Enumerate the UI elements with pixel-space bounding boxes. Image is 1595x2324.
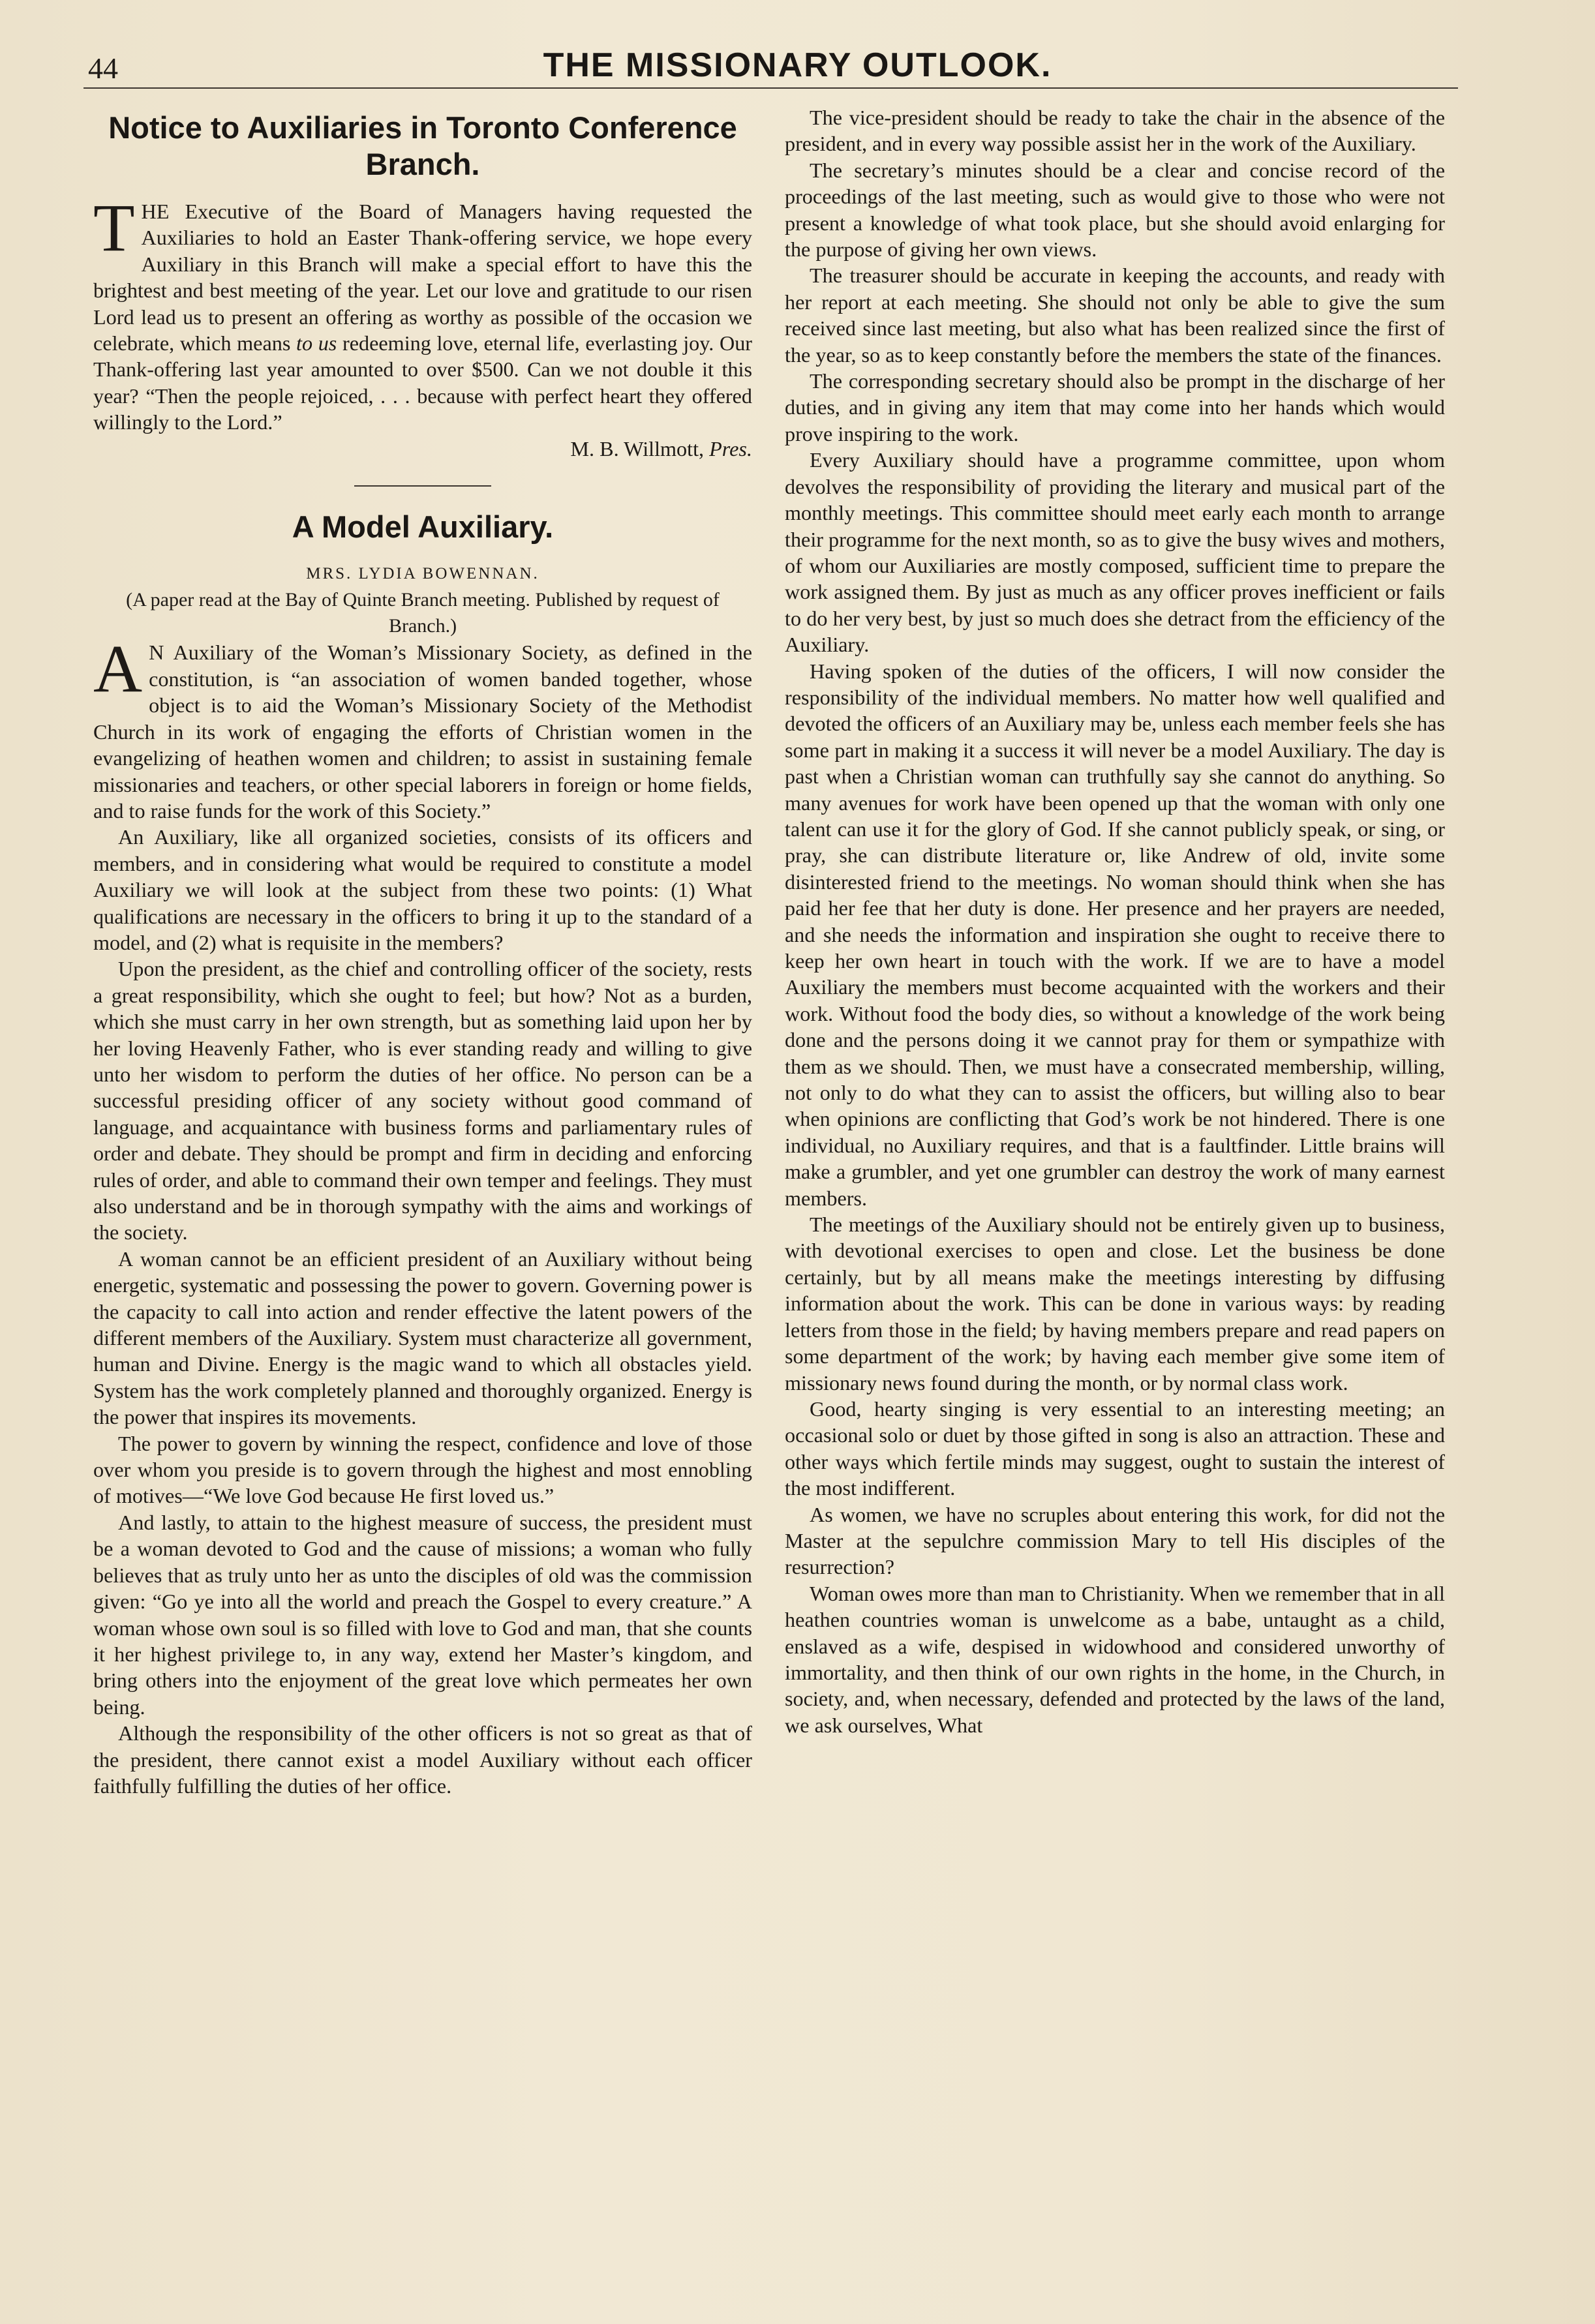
article-paragraph: Good, hearty singing is very essential to an interesting meeting; an occasional solo or duet by those gifted in song is also an attraction. These and other ways which fertile minds may suggest, ought to sustain the interest of the most indifferent. [785,1396,1445,1500]
article-paragraph: Upon the president, as the chief and controlling officer of the society, rests a great responsibility, which she ought to feel; but how? Not as a burden, which she must carry in her own strength, but as something laid upon her by her loving Heavenly Father, who is ever standing ready and willing to give unto her wisdom to perform the duties of her office. No person can be a successful presiding officer of any society without good command of language, and acquaintance with business forms and parliamentary rules of order and debate. They should be prompt and firm in deciding and enforcing rules of order, and able to command their own temper and feelings. They must also understand and be in thorough sympathy with the aims and workings of the society. [93,957,752,1245]
article-paragraph: Having spoken of the duties of the officers, I will now consider the responsibility of the individual members. No matter how well qualified and devoted the officers of an Auxiliary may be, unless each member feels she has some part in making it a success it will never be a model Auxiliary. The day is past when a Christian woman can truthfully say she cannot do anything. So many avenues for work have been opened up that the woman with only one talent can use it for the glory of God. If she cannot publicly speak, or sing, or pray, she can distribute literature or, like Andrew of old, invite some disinterested friend to the meetings. No woman should think when she has paid her fee that her duty is done. Her presence and her prayers are needed, and she needs the information and inspiration she ought to receive there to keep her own heart in touch with the work. If we are to have a model Auxiliary the members must become acquainted with the workers and their work. Without food the body dies, so without a knowledge of the work being done and the persons doing it we cannot pray for them or sympathize with them as we should. Then, we must have a consecrated membership, willing, not only to do what they can to assist the officers, but willing also to bear when opinions are conflicting that God’s work be not hindered. There is one individual, no Auxiliary requires, and that is a faultfinder. Little brains will make a grumbler, and yet one grumbler can destroy the work of many earnest members. [785,659,1445,1210]
article-paragraph: Every Auxiliary should have a programme committee, upon whom devolves the responsibility of providing the literary and musical part of the monthly meetings. This committee should meet early each month to arrange their programme for the next month, so as to give the busy wives and mothers, of whom our Auxiliaries are mostly composed, sufficient time to prepare the work assigned them. By just as much as any officer proves inefficient or fails to do her very best, by just so much does she detract from the efficiency of the Auxiliary. [785,448,1445,657]
right-column [785,104,1445,1738]
article-paragraph: An Auxiliary, like all organized societies, consists of its officers and members, and in considering what would be required to constitute a model Auxiliary we will look at the subject from these two points: (1) What qualifications are necessary in the officers to bring it up to the standard of a model, and (2) what is requisite in the members? [93,825,752,954]
notice-dropcap: T [93,190,135,265]
notice-body [93,190,753,436]
article-paragraph: The corresponding secretary should also be prompt in the discharge of her duties, and in giving any item that may come into her hands which would prove inspiring to the work. [785,369,1445,445]
article-paragraph: As women, we have no scruples about entering this work, for did not the Master at the sepulchre commission Mary to tell His disciples of the resurrection? [785,1502,1445,1579]
article-paragraph: Woman owes more than man to Christianity. When we remember that in all heathen countries woman is unwelcome as a babe, untaught as a child, enslaved as a wife, despised in widowhood and considered unworthy of immortality, and then think of our own rights in the home, in the Church, in society, and, when necessary, defended and protected by the laws of the land, we ask ourselves, What [785,1581,1445,1737]
page-number: 44 [88,52,118,85]
article-paragraph: The secretary’s minutes should be a clear and concise record of the proceedings of the last meeting, such as would give to those who were not present a knowledge of what took place, but she should avoid enlarging for the purpose of giving her own views. [785,158,1445,262]
signature-title: Pres. [709,436,752,460]
notice-body-part-1: HE Executive of the Board of Managers having requested the Auxiliaries to hold an Easter Thank-offering service, we hope every Auxiliary in this Branch will make a special effort to have this the brightest and best meeting of the year. Let our love and gratitude to our risen Lord lead us to present an offering as worthy as possible of the occasion we celebrate, which means [93,200,752,355]
header-rule [84,87,1458,89]
article-paragraph: The treasurer should be accurate in keeping the accounts, and ready with her report at each meeting. She should not only be able to give the sum received since last meeting, but also what has been realized since the first of the year, so as to keep constantly before the members the state of the finances. [785,264,1445,367]
notice-body-emphasis: to us [296,331,337,355]
signature-name: M. B. Willmott, [570,436,705,460]
article-title: A Model Auxiliary. [292,509,554,545]
article-paragraph: Although the responsibility of the other officers is not so great as that of the president, there cannot exist a model Auxiliary without each officer faithfully fulfilling the duties of her office. [93,1721,752,1798]
article-note: (A paper read at the Bay of Quinte Branch meeting. Published by request of Branch.) [126,589,720,637]
article-paragraph: The power to govern by winning the respect, confidence and love of those over whom you preside is to govern through the highest and most ennobling of motives—“We love God because He first loved us.” [93,1431,752,1508]
notice-signature [93,436,752,462]
notice-title: Notice to Auxiliaries in Toronto Conference Branch. [108,110,737,181]
notice-body-part-2: redeeming love, eternal life, everlasting joy. Our Thank-offering last year amounted to over $500. Can we not double it this year? “Then the people rejoiced, . . . because with perfect heart they offered willingly to the Lord.” [93,331,753,434]
article-paragraph: And lastly, to attain to the highest measure of success, the president must be a woman devoted to God and the cause of missions; a woman who fully believes that as truly unto her as unto the disciples of old was the commission given: “Go ye into all the world and preach the Gospel to every creature.” A woman whose own soul is so filled with love to God and man, that she counts it her highest privilege to, in any way, extend her Master’s kingdom, and bring others into the enjoyment of the great love which permeates her own being. [93,1510,752,1719]
article-paragraph: The meetings of the Auxiliary should not be entirely given up to business, with devotional exercises to open and close. Let the business be done certainly, but by all means make the meetings interesting by diffusing information about the work. This can be done in various ways: by reading letters from those in the field; by having members prepare and read papers on some department of the work; by having each member give some item of missionary news found during the month, or by normal class work. [785,1213,1445,1395]
running-title: THE MISSIONARY OUTLOOK. [543,46,1052,84]
article-dropcap: A [93,631,143,707]
article-byline: MRS. LYDIA BOWENNAN. [306,565,539,583]
article-paragraph: A N Auxiliary of the Woman’s Missionary Society, as defined in the constitution, is “an association of women banded together, whose object is to aid the Woman’s Missionary Society of the Methodist Church in its work of engaging the efforts of Christian women in the evangelizing of heathen women and children; to assist in sustaining female missionaries and teachers, or other special laborers in foreign or home fields, and to raise funds for the work of this Society.” [93,631,752,822]
left-column [93,104,752,1799]
section-divider [354,485,491,487]
article-paragraph: A woman cannot be an efficient president of an Auxiliary without being energetic, systematic and possessing the power to govern. Governing power is the capacity to call into action and render effective the latent powers of the different members of the Auxiliary. System must characterize all government, human and Divine. Energy is the magic wand to which all obstacles yield. System has the work completely planned and thoroughly organized. Energy is the power that inspires its movements. [93,1246,752,1429]
article-paragraph: The vice-president should be ready to take the chair in the absence of the president, and in every way possible assist her in the work of the Auxiliary. [785,106,1445,156]
